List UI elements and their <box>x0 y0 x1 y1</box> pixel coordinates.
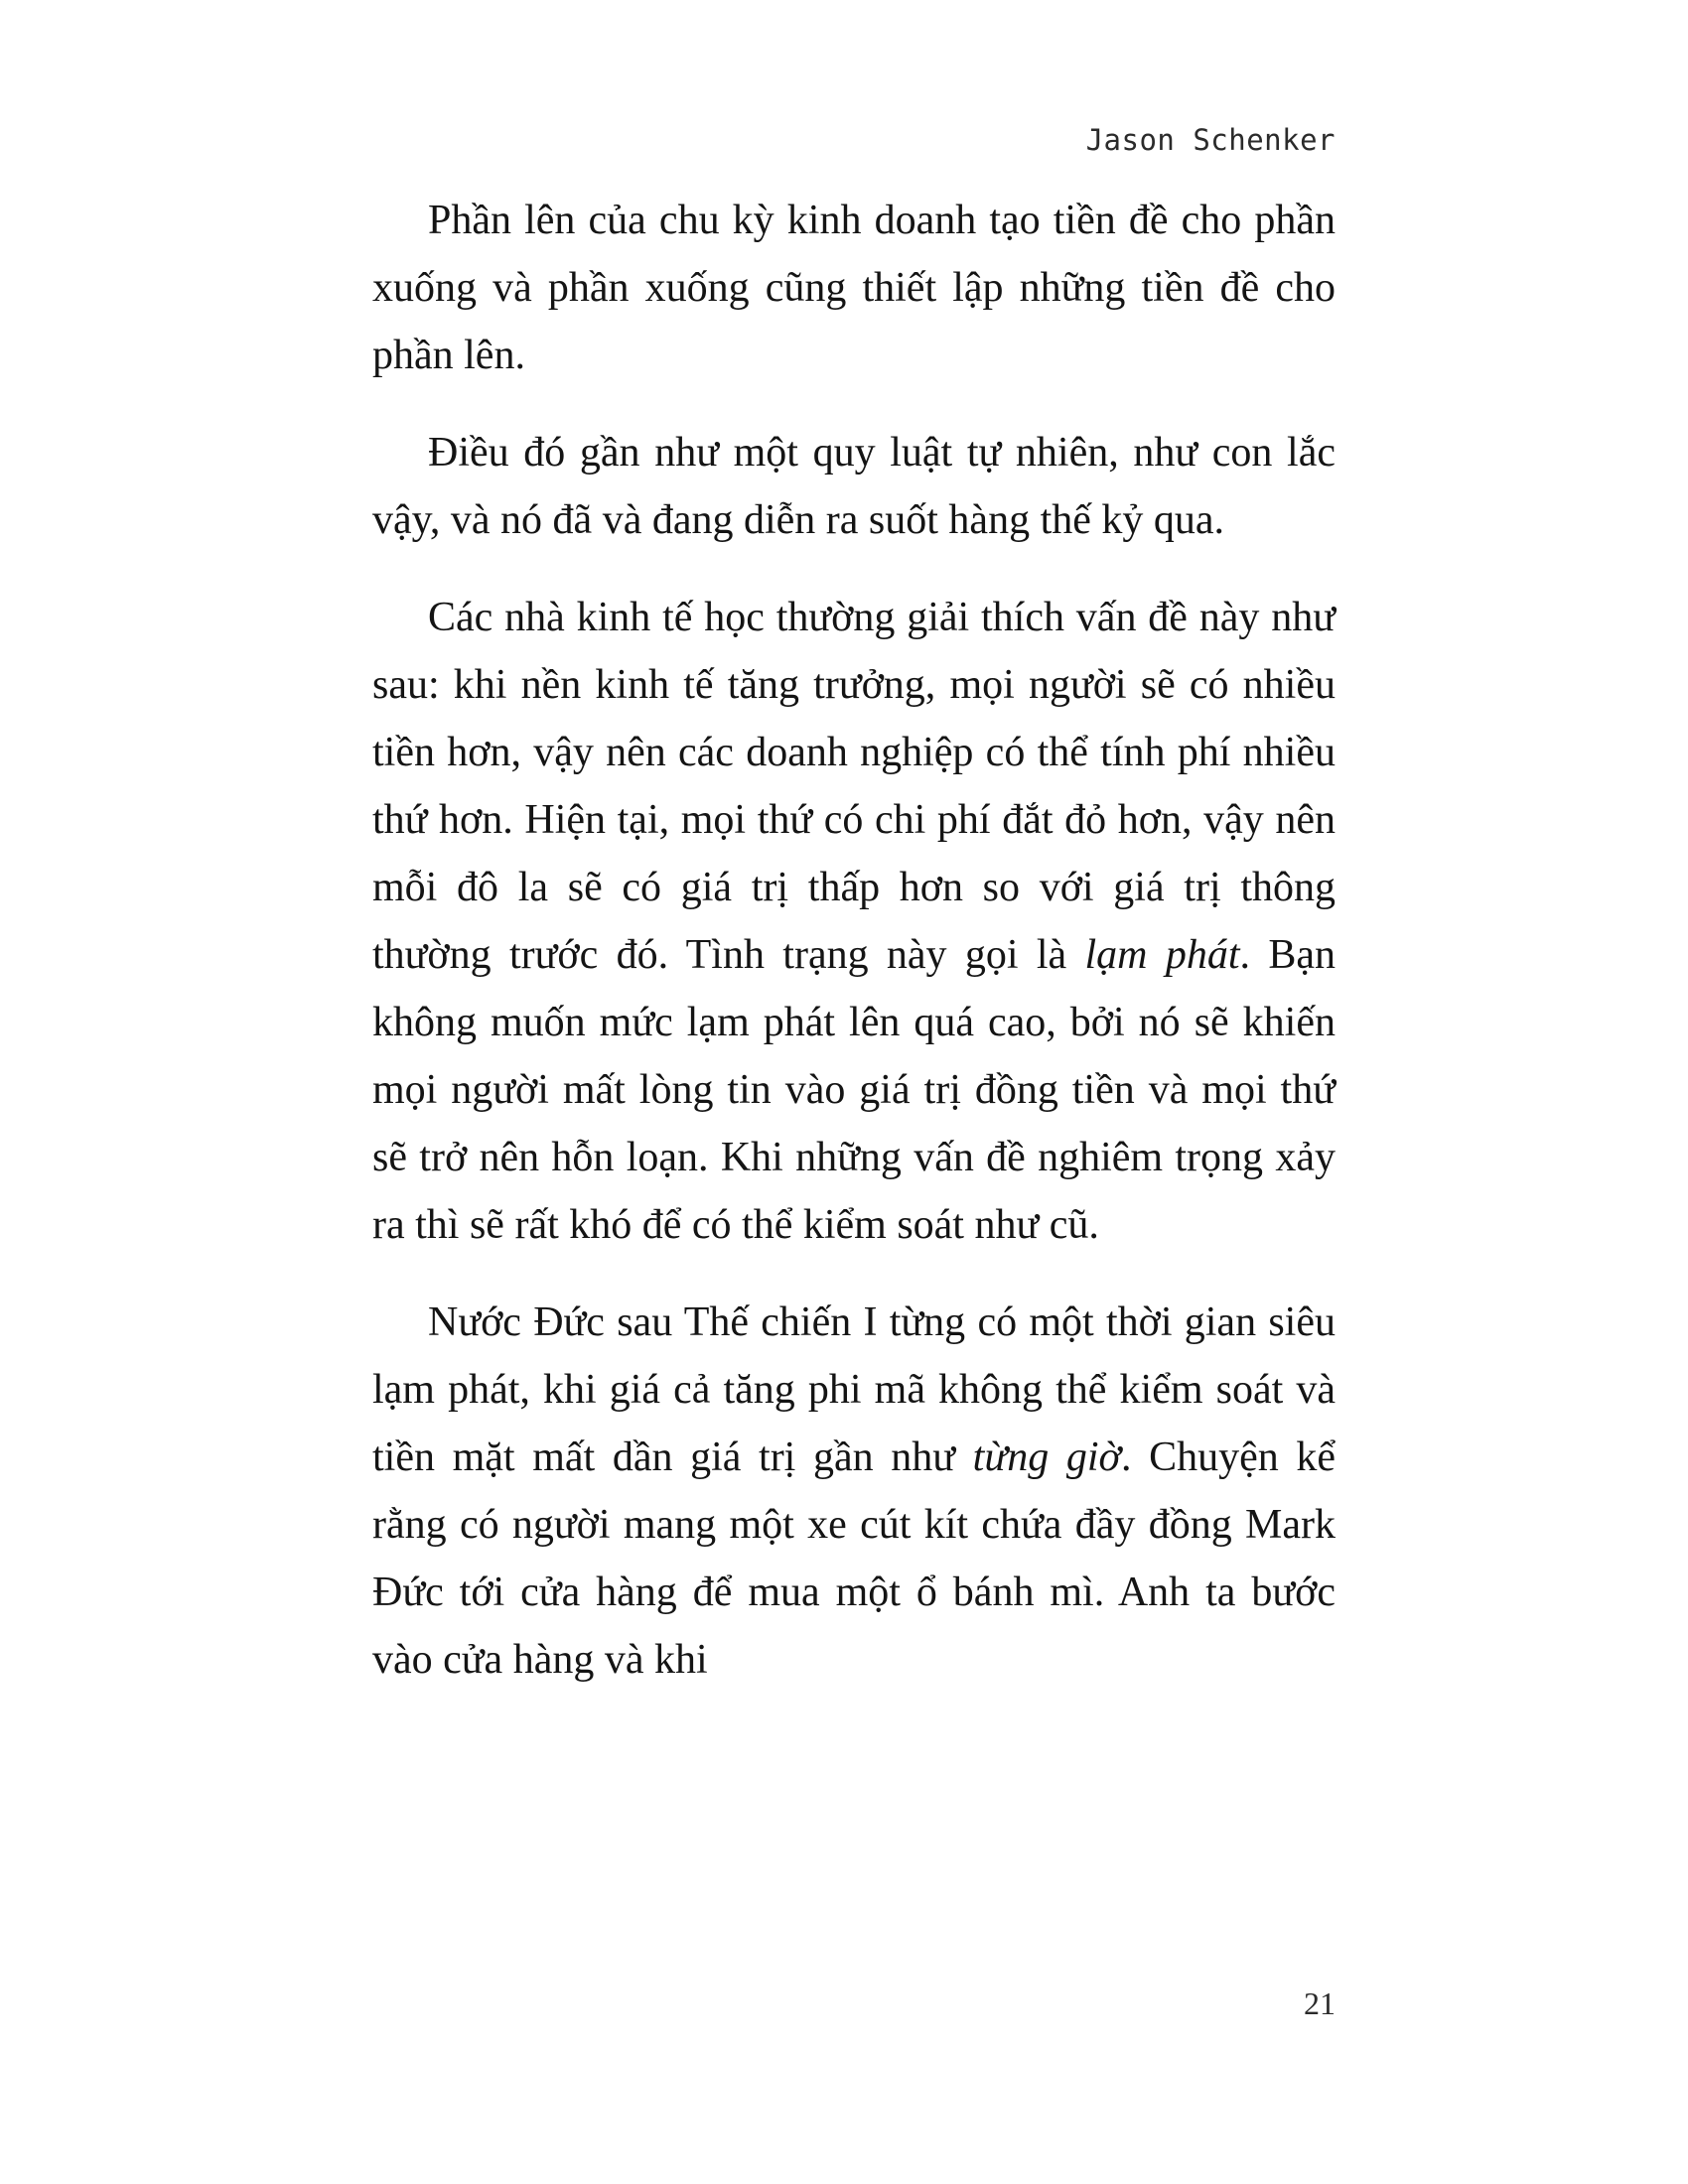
text-run: . Chuyện kể rằng có người mang một xe cút kít chứa đầy đồng Mark Đức tới cửa hàng để mua một ổ bánh mì. Anh ta bước vào cửa hàng và khi <box>372 1434 1336 1683</box>
body-text-block <box>372 187 1336 1694</box>
page-number: 21 <box>1304 1985 1336 2021</box>
body-paragraph <box>372 1289 1336 1694</box>
text-run: Nước Đức sau Thế chiến I từng có một thời gian siêu lạm phát, khi giá cả tăng phi mã không thể kiểm soát và tiền mặt mất dần giá trị gần như <box>372 1299 1336 1480</box>
running-head-author: Jason Schenker <box>1085 123 1336 157</box>
text-run: Điều đó gần như một quy luật tự nhiên, như con lắc vậy, và nó đã và đang diễn ra suốt hàng thế kỷ qua. <box>372 430 1336 543</box>
emphasized-term: từng giờ <box>972 1434 1121 1480</box>
text-run: Phần lên của chu kỳ kinh doanh tạo tiền đề cho phần xuống và phần xuống cũng thiết lập những tiền đề cho phần lên. <box>372 198 1336 378</box>
body-paragraph <box>372 187 1336 389</box>
body-paragraph <box>372 584 1336 1259</box>
text-run: Các nhà kinh tế học thường giải thích vấn đề này như sau: khi nền kinh tế tăng trưởng, mọi người sẽ có nhiều tiền hơn, vậy nên các doanh nghiệp có thể tính phí nhiều thứ hơn. Hiện tại, mọi thứ có chi phí đắt đỏ hơn, vậy nên mỗi đô la sẽ có giá trị thấp hơn so với giá trị thông thường trước đó. Tình trạng này gọi là <box>372 595 1336 978</box>
emphasized-term: lạm phát <box>1084 932 1240 978</box>
body-paragraph <box>372 419 1336 554</box>
text-run: . Bạn không muốn mức lạm phát lên quá cao, bởi nó sẽ khiến mọi người mất lòng tin vào giá trị đồng tiền và mọi thứ sẽ trở nên hỗn loạn. Khi những vấn đề nghiêm trọng xảy ra thì sẽ rất khó để có thể kiểm soát như cũ. <box>372 932 1336 1248</box>
